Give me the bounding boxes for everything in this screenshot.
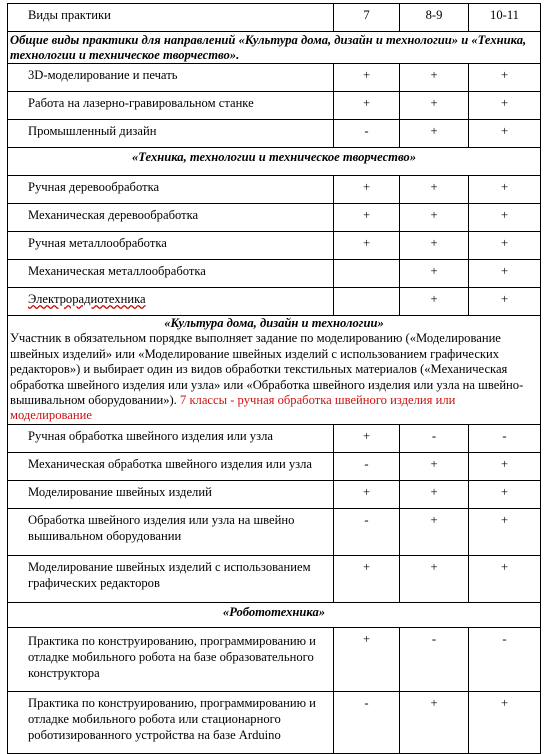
table-row — [8, 452, 541, 480]
culture-grade-note: 7 классы - ручная обработка швейного изделия или моделирование — [10, 393, 456, 423]
table-row — [8, 260, 541, 288]
mark-grade-7: - — [334, 691, 400, 753]
mark-grade-8-9: + — [400, 452, 469, 480]
mark-grade-8-9: + — [400, 64, 469, 92]
practice-name: Промышленный дизайн — [8, 120, 334, 148]
mark-grade-10-11: + — [469, 232, 541, 260]
header-grade-10-11: 10-11 — [469, 4, 541, 32]
tech-section-row — [8, 148, 541, 176]
practice-name: Ручная металлообработка — [8, 232, 334, 260]
culture-section — [8, 316, 541, 425]
table-row — [8, 508, 541, 555]
culture-section-title: «Культура дома, дизайн и технологии» — [164, 316, 384, 330]
mark-grade-7: + — [334, 176, 400, 204]
mark-grade-10-11: + — [469, 480, 541, 508]
table-row — [8, 424, 541, 452]
table-row — [8, 627, 541, 691]
mark-grade-10-11: + — [469, 204, 541, 232]
table-row — [8, 232, 541, 260]
practice-name: Механическая деревообработка — [8, 204, 334, 232]
common-section-title-text: Общие виды практики для направлений «Культура дома, дизайн и технологии» и «Техника, технологии и техническое творчество». — [10, 33, 527, 62]
mark-grade-8-9: + — [400, 508, 469, 555]
mark-grade-7 — [334, 260, 400, 288]
mark-grade-7: + — [334, 64, 400, 92]
mark-grade-10-11: + — [469, 452, 541, 480]
mark-grade-10-11: + — [469, 691, 541, 753]
practice-name: Ручная обработка швейного изделия или узла — [8, 424, 334, 452]
practice-name: Обработка швейного изделия или узла на швейно вышивальном оборудовании — [8, 508, 334, 555]
mark-grade-8-9: - — [400, 424, 469, 452]
practice-name: Моделирование швейных изделий с использованием графических редакторов — [8, 555, 334, 602]
mark-grade-10-11: - — [469, 424, 541, 452]
mark-grade-8-9: + — [400, 480, 469, 508]
mark-grade-10-11: + — [469, 64, 541, 92]
header-row — [8, 4, 541, 32]
mark-grade-10-11: - — [469, 627, 541, 691]
mark-grade-10-11: + — [469, 120, 541, 148]
table-row — [8, 555, 541, 602]
practice-name: Ручная деревообработка — [8, 176, 334, 204]
practice-table — [7, 3, 541, 754]
mark-grade-7: - — [334, 508, 400, 555]
mark-grade-8-9: + — [400, 176, 469, 204]
mark-grade-10-11: + — [469, 555, 541, 602]
table-row — [8, 691, 541, 753]
mark-grade-7: - — [334, 120, 400, 148]
practice-name: Механическая обработка швейного изделия или узла — [8, 452, 334, 480]
mark-grade-7: + — [334, 555, 400, 602]
mark-grade-8-9: + — [400, 288, 469, 316]
mark-grade-7: + — [334, 204, 400, 232]
practice-name: 3D-моделирование и печать — [8, 64, 334, 92]
mark-grade-10-11: + — [469, 508, 541, 555]
header-grade-8-9: 8-9 — [400, 4, 469, 32]
header-grade-7: 7 — [334, 4, 400, 32]
table-row — [8, 176, 541, 204]
mark-grade-8-9: + — [400, 691, 469, 753]
practice-name: Механическая металлообработка — [8, 260, 334, 288]
culture-section-block — [8, 316, 540, 424]
mark-grade-10-11: + — [469, 288, 541, 316]
mark-grade-8-9: - — [400, 627, 469, 691]
robotics-section-title: «Робототехника» — [8, 602, 541, 627]
mark-grade-8-9: + — [400, 92, 469, 120]
mark-grade-8-9: + — [400, 232, 469, 260]
practice-name: Практика по конструированию, программированию и отладке мобильного робота на базе образовательного конструктора — [8, 627, 334, 691]
culture-section-row — [8, 316, 541, 425]
common-section-title — [8, 32, 541, 64]
practice-name-text: Электрорадиотехника — [28, 292, 146, 306]
table-row — [8, 204, 541, 232]
mark-grade-7: + — [334, 232, 400, 260]
common-section-row — [8, 32, 541, 64]
mark-grade-8-9: + — [400, 120, 469, 148]
table-row — [8, 64, 541, 92]
mark-grade-10-11: + — [469, 176, 541, 204]
mark-grade-7: + — [334, 92, 400, 120]
table-row — [8, 92, 541, 120]
practice-name — [8, 288, 334, 316]
mark-grade-7: + — [334, 480, 400, 508]
mark-grade-7: + — [334, 627, 400, 691]
tech-section-title: «Техника, технологии и техническое творчество» — [8, 148, 541, 176]
mark-grade-7: + — [334, 424, 400, 452]
culture-description: Участник в обязательном порядке выполняет задание по моделированию («Моделирование швейных изделий» или «Моделирование швейных изделий с использованием графических редакторов») и выбирает один из видов обработки текстильных материалов («Механическая обработка швейного изделия или узла» или «Обработка швейного изделия или узла на швейно-вышивальном оборудовании»). — [10, 331, 524, 408]
mark-grade-8-9: + — [400, 204, 469, 232]
robotics-section-row — [8, 602, 541, 627]
practice-name: Моделирование швейных изделий — [8, 480, 334, 508]
mark-grade-7 — [334, 288, 400, 316]
practice-name: Работа на лазерно-гравировальном станке — [8, 92, 334, 120]
mark-grade-8-9: + — [400, 260, 469, 288]
mark-grade-10-11: + — [469, 260, 541, 288]
table-row — [8, 288, 541, 316]
mark-grade-10-11: + — [469, 92, 541, 120]
practice-name: Практика по конструированию, программированию и отладке мобильного робота или стационарного роботизированного устройства на базе Arduino — [8, 691, 334, 753]
header-practice: Виды практики — [8, 4, 334, 32]
mark-grade-7: - — [334, 452, 400, 480]
mark-grade-8-9: + — [400, 555, 469, 602]
table-row — [8, 480, 541, 508]
table-row — [8, 120, 541, 148]
